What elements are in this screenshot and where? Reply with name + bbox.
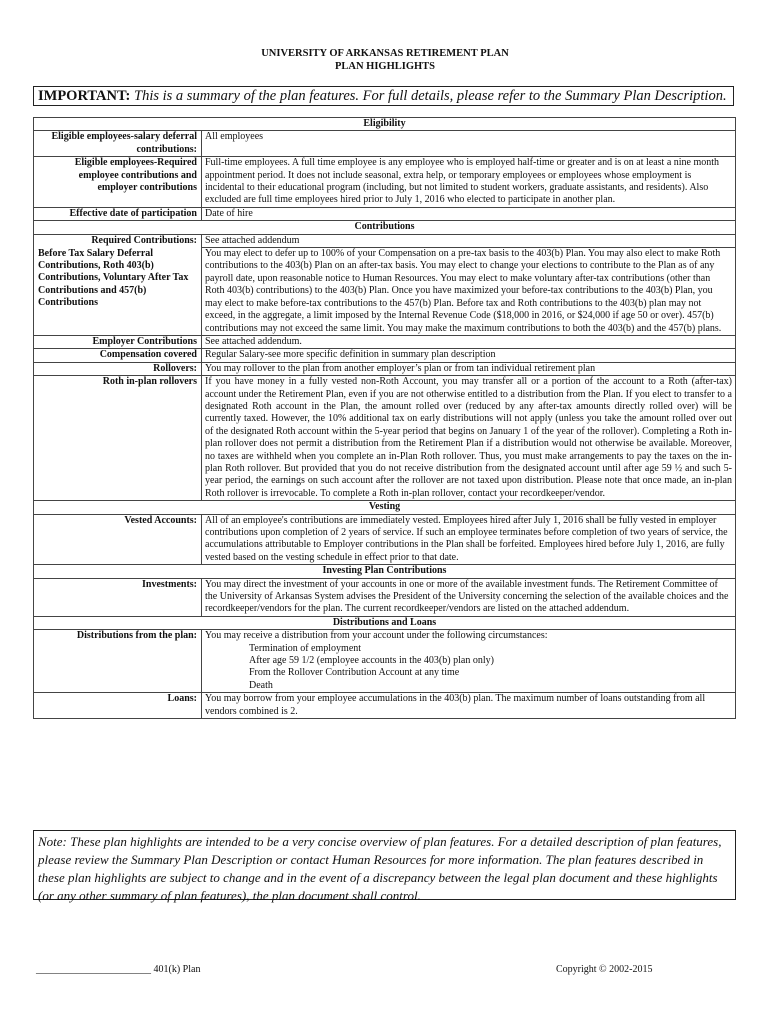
- row-label: Investments:: [34, 578, 202, 616]
- row-label: Compensation covered: [34, 349, 202, 362]
- row-value: You may elect to defer up to 100% of your Compensation on a pre-tax basis to the 403(b) Plan. You may also elect to make Roth contributions to the 403(b) Plan on an after-tax basis. You may elect to change your elections to contribute to the Plan as of any payroll date, upon reasonable notice to Human Resources. You may elect to make voluntary after-tax contributions (other than Roth 403(b) contributions) to the 403(b) Plan. Once you have maximized your before-tax contributions to the 403(b) Plan, you may elect to make before-tax contributions to the 457(b) Plan. Before tax and Roth contributions to the 403(b) plan may not exceed, in the aggregate, a limit imposed by the Internal Revenue Code ($18,000 in 2016, or $24,000 if age 50 or over). 457(b) contributions may not exceed the same limit. You may make the maximum contributions to both the 403(b) and the 457(b) plans.: [202, 248, 736, 336]
- row-value: You may borrow from your employee accumulations in the 403(b) plan. The maximum number of loans outstanding from all vendors combined is 2.: [202, 693, 736, 719]
- plan-highlights-table: [33, 117, 736, 719]
- row-value: All employees: [202, 131, 736, 157]
- table-row: [34, 131, 736, 157]
- row-value: All of an employee's contributions are immediately vested. Employees hired after July 1, 2016 shall be fully vested in employer contributions upon completion of 2 years of service. If such an employee terminates before completion of two years of service, the accumulations attributable to Employer contributions in the Plan shall be forfeited. Employees hired before July 1, 2016, are fully vested based on the vesting schedule in effect prior to that date.: [202, 514, 736, 565]
- list-item: Termination of employment: [249, 642, 362, 654]
- table-row: [34, 693, 736, 719]
- row-label: Required Contributions:: [34, 234, 202, 247]
- row-value: [202, 630, 736, 693]
- section-row: [34, 221, 736, 234]
- note-box: Note: These plan highlights are intended to be a very concise overview of plan features. For a detailed description of plan features, please review the Summary Plan Description or contact Human Resources for more information. The plan features described in these plan highlights are subject to change and in the event of a discrepancy between the legal plan document and these highlights (or any other summary of plan features), the plan document shall control.: [33, 830, 736, 900]
- row-value: Date of hire: [202, 207, 736, 220]
- footer-plan-name: _______________________ 401(k) Plan: [36, 964, 201, 975]
- table-row: [34, 376, 736, 501]
- important-banner: [33, 86, 734, 106]
- row-value: Regular Salary-see more specific definition in summary plan description: [202, 349, 736, 362]
- row-value: See attached addendum: [202, 234, 736, 247]
- section-investing: Investing Plan Contributions: [34, 565, 736, 578]
- list-item: Death: [249, 679, 273, 691]
- table-row: [34, 234, 736, 247]
- section-row: [34, 565, 736, 578]
- section-row: [34, 501, 736, 514]
- important-label: IMPORTANT:: [38, 88, 131, 104]
- table-row: [34, 578, 736, 616]
- section-distributions: Distributions and Loans: [34, 616, 736, 629]
- row-value: If you have money in a fully vested non-Roth Account, you may transfer all or a portion of the account to a Roth (after-tax) account under the Retirement Plan, even if you are not otherwise entitled to a distribution from the Plan. If you elect to transfer to a designated Roth account in the Plan, the amount rolled over (reduced by any after-tax amounts directly rolled over) will be currently taxed. However, the 10% additional tax on early distributions will not apply (unless you take the amount rolled over out of the designated Roth account within the 5-year period that begins on January 1 of the year of the rollover). Completing a Roth in-plan rollover does not permit a distribution from the Retirement Plan if a distribution would not otherwise be available. Moreover, no taxes are withheld when you complete an in-Plan Roth rollover. Thus, you must make arrangements to pay the taxes on the in-plan Roth rollover. But provided that you do not receive distribution from the designated account until after age 59 ½ and such 5-year period, the earnings on such account after the rollover are not taxed upon distribution. Please note that once made, an in-plan Roth rollover is irrevocable. To complete a Roth in-plan rollover, contact your recordkeeper/vendor.: [202, 376, 736, 501]
- title-line-2: PLAN HIGHLIGHTS: [334, 61, 436, 72]
- row-label: Vested Accounts:: [34, 514, 202, 565]
- table-row: [34, 207, 736, 220]
- section-contributions: Contributions: [34, 221, 736, 234]
- row-label: Employer Contributions: [34, 335, 202, 348]
- important-text: This is a summary of the plan features. For full details, please refer to the Summary Plan Description.: [130, 88, 727, 104]
- table-row: [34, 514, 736, 565]
- list-item: After age 59 1/2 (employee accounts in the 403(b) plan only): [249, 655, 494, 667]
- row-label: Distributions from the plan:: [34, 630, 202, 693]
- table-row: [34, 157, 736, 208]
- list-item: From the Rollover Contribution Account at any time: [249, 667, 460, 679]
- table-row: [34, 349, 736, 362]
- row-value: Full-time employees. A full time employee is any employee who is employed half-time or greater and is on at least a nine month appointment period. It does not include seasonal, extra help, or temporary employees or employees whose employment is incidental to their educational program (including, but not limited to student workers, graduate assistants, and residents). Also excluded are full time employees hired prior to July 1, 2016 who elected to participate in another plan.: [202, 157, 736, 208]
- row-value: See attached addendum.: [202, 335, 736, 348]
- section-eligibility: Eligibility: [34, 118, 736, 131]
- row-label: Effective date of participation: [34, 207, 202, 220]
- section-vesting: Vesting: [34, 501, 736, 514]
- distributions-intro: You may receive a distribution from your account under the following circumstances:: [205, 630, 548, 642]
- section-row: [34, 118, 736, 131]
- section-row: [34, 616, 736, 629]
- row-value: You may rollover to the plan from another employer’s plan or from tan individual retirement plan: [202, 362, 736, 375]
- title-line-1: UNIVERSITY OF ARKANSAS RETIREMENT PLAN: [261, 48, 509, 59]
- row-label: Loans:: [34, 693, 202, 719]
- row-label: Rollovers:: [34, 362, 202, 375]
- document-title: [0, 47, 770, 73]
- table-row: [34, 335, 736, 348]
- table-row: [34, 362, 736, 375]
- row-value: You may direct the investment of your accounts in one or more of the available investment funds. The Retirement Committee of the University of Arkansas System advises the President of the University concerning the selection of the available choices and the recordkeeper/vendors for the plan. The current recordkeeper/vendors are listed on the attached addendum.: [202, 578, 736, 616]
- row-label: Roth in-plan rollovers: [34, 376, 202, 501]
- footer-copyright: Copyright © 2002-2015: [556, 964, 653, 975]
- table-row: [34, 248, 736, 336]
- row-label: Eligible employees-salary deferral contributions:: [34, 131, 202, 157]
- row-label: Eligible employees-Required employee contributions and employer contributions: [34, 157, 202, 208]
- table-row: [34, 630, 736, 693]
- row-label: Before Tax Salary Deferral Contributions, Roth 403(b) Contributions, Voluntary After Tax Contributions and 457(b) Contributions: [34, 248, 202, 336]
